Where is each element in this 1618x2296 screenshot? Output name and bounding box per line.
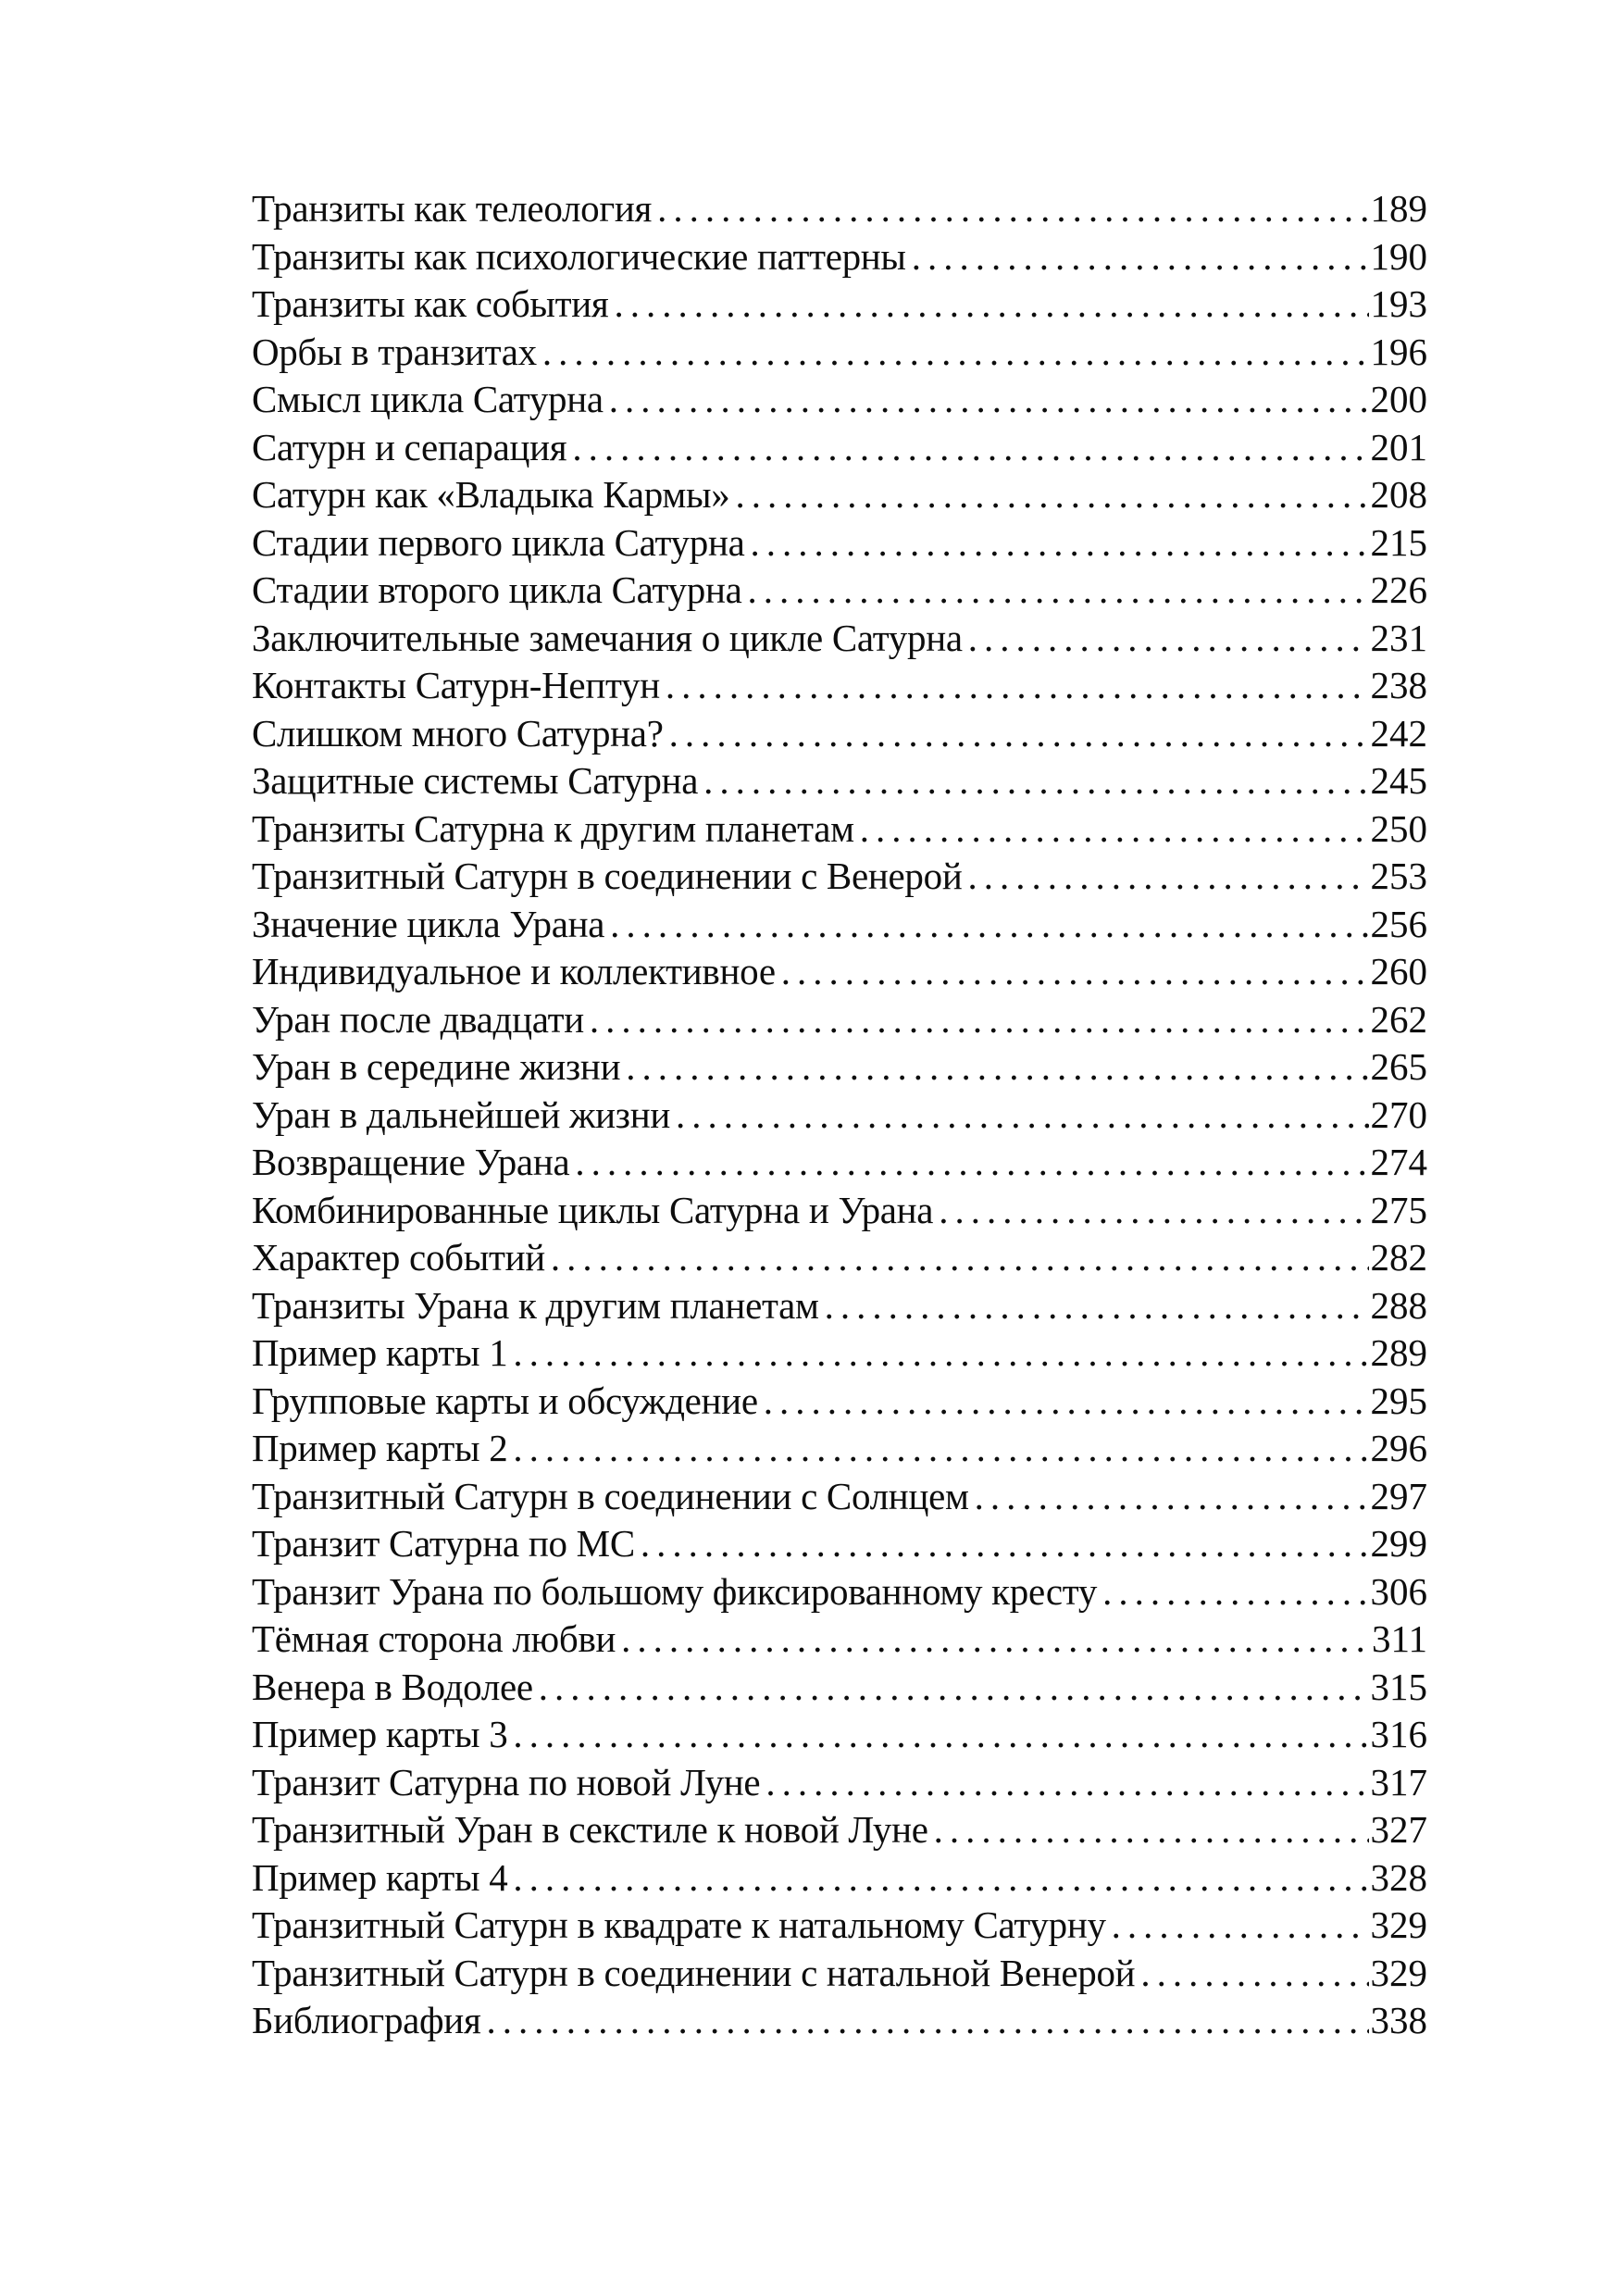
- toc-entry-title: Уран после двадцати: [252, 997, 584, 1041]
- toc-entry-page-number: 189: [1370, 187, 1427, 230]
- dot-leader: [765, 1759, 1368, 1807]
- toc-entry-title: Пример карты 3: [252, 1713, 508, 1755]
- toc-entry-title: Транзитный Сатурн в соединении с натальной Венерой: [252, 1951, 1136, 1994]
- dot-leader: [487, 1997, 1369, 2045]
- toc-entry-title: Индивидуальное и коллективное: [252, 950, 776, 992]
- toc-entry: [252, 1092, 1427, 1140]
- toc-entry-title: Тёмная сторона любви: [252, 1617, 616, 1660]
- dot-leader: [513, 1854, 1368, 1903]
- toc-entry-title: Транзиты как телеология: [252, 187, 653, 230]
- toc-entry: [252, 1711, 1427, 1759]
- dot-leader: [609, 376, 1369, 424]
- dot-leader: [610, 901, 1368, 949]
- toc-entry-page-number: 265: [1370, 1045, 1427, 1088]
- toc-entry-page-number: 253: [1370, 855, 1427, 897]
- dot-leader: [626, 1043, 1368, 1092]
- dot-leader: [1140, 1950, 1368, 1998]
- dot-leader: [539, 1664, 1369, 1712]
- dot-leader: [513, 1711, 1368, 1759]
- toc-entry: [252, 1616, 1427, 1664]
- dot-leader: [764, 1378, 1369, 1426]
- toc-entry-page-number: 201: [1370, 425, 1427, 468]
- toc-entry-page-number: 245: [1370, 759, 1427, 802]
- toc-entry: [252, 948, 1427, 996]
- dot-leader: [590, 996, 1369, 1044]
- toc-entry-page-number: 231: [1370, 616, 1427, 659]
- toc-entry-page-number: 297: [1370, 1474, 1427, 1517]
- toc-entry-title: Транзит Сатурна по MC: [252, 1522, 635, 1565]
- toc-entry: [252, 519, 1427, 568]
- toc-entry-page-number: 282: [1370, 1236, 1427, 1279]
- toc-entry-title: Транзиты как события: [252, 282, 609, 325]
- toc-entry: [252, 710, 1427, 758]
- toc-entry-page-number: 200: [1370, 378, 1427, 420]
- dot-leader: [751, 519, 1369, 568]
- dot-leader: [703, 757, 1368, 805]
- dot-leader: [912, 233, 1369, 281]
- toc-entry: [252, 757, 1427, 805]
- dot-leader: [669, 710, 1369, 758]
- toc-entry-page-number: 296: [1370, 1427, 1427, 1469]
- dot-leader: [513, 1425, 1368, 1473]
- toc-entry: [252, 1187, 1427, 1235]
- toc-entry: [252, 1806, 1427, 1854]
- table-of-contents: [252, 185, 1427, 2045]
- toc-entry-page-number: 315: [1370, 1665, 1427, 1708]
- dot-leader: [934, 1806, 1369, 1854]
- toc-entry-title: Транзит Сатурна по новой Луне: [252, 1760, 761, 1803]
- toc-entry-page-number: 328: [1370, 1855, 1427, 1899]
- toc-entry: [252, 853, 1427, 901]
- toc-entry: [252, 1139, 1427, 1187]
- toc-entry-page-number: 289: [1370, 1331, 1427, 1374]
- toc-entry: [252, 1664, 1427, 1712]
- dot-leader: [860, 805, 1369, 854]
- toc-entry-title: Венера в Водолее: [252, 1665, 533, 1708]
- toc-entry: [252, 615, 1427, 663]
- toc-entry: [252, 1043, 1427, 1092]
- toc-entry-title: Значение цикла Урана: [252, 902, 605, 945]
- toc-entry-page-number: 274: [1370, 1141, 1427, 1183]
- toc-entry: [252, 233, 1427, 281]
- toc-entry: [252, 567, 1427, 615]
- toc-entry: [252, 1282, 1427, 1330]
- toc-entry: [252, 996, 1427, 1044]
- toc-entry: [252, 471, 1427, 519]
- dot-leader: [614, 281, 1368, 329]
- toc-entry-page-number: 193: [1370, 282, 1427, 325]
- toc-entry: [252, 281, 1427, 329]
- toc-entry-title: Стадии второго цикла Сатурна: [252, 568, 742, 611]
- toc-entry: [252, 1997, 1427, 2045]
- dot-leader: [1112, 1902, 1369, 1950]
- dot-leader: [641, 1520, 1369, 1568]
- toc-entry-page-number: 242: [1370, 711, 1427, 755]
- toc-entry-title: Транзитный Уран в секстиле к новой Луне: [252, 1808, 928, 1851]
- dot-leader: [1102, 1568, 1368, 1616]
- toc-entry-title: Слишком много Сатурна?: [252, 711, 664, 755]
- toc-entry-page-number: 295: [1370, 1379, 1427, 1422]
- toc-entry-title: Транзиты Сатурна к другим планетам: [252, 806, 854, 850]
- toc-entry-title: Транзиты Урана к другим планетам: [252, 1283, 819, 1327]
- toc-entry-page-number: 316: [1370, 1713, 1427, 1755]
- toc-entry-page-number: 329: [1370, 1903, 1427, 1946]
- dot-leader: [781, 948, 1369, 996]
- dot-leader: [748, 567, 1369, 615]
- toc-entry-title: Пример карты 1: [252, 1331, 508, 1374]
- dot-leader: [513, 1329, 1368, 1378]
- toc-entry-page-number: 317: [1370, 1760, 1427, 1803]
- toc-entry-page-number: 327: [1370, 1808, 1427, 1851]
- toc-entry-page-number: 256: [1370, 902, 1427, 945]
- toc-entry-title: Уран в середине жизни: [252, 1045, 621, 1088]
- toc-entry: [252, 185, 1427, 233]
- dot-leader: [575, 1139, 1368, 1187]
- toc-entry-title: Библиография: [252, 1999, 481, 2041]
- dot-leader: [621, 1616, 1370, 1664]
- toc-entry-title: Орбы в транзитах: [252, 330, 537, 373]
- dot-leader: [967, 853, 1368, 901]
- toc-entry-title: Комбинированные циклы Сатурна и Урана: [252, 1188, 934, 1231]
- toc-entry: [252, 1473, 1427, 1521]
- toc-entry: [252, 805, 1427, 854]
- toc-entry-page-number: 288: [1370, 1283, 1427, 1327]
- toc-entry-title: Пример карты 2: [252, 1427, 508, 1469]
- toc-entry: [252, 424, 1427, 472]
- toc-entry: [252, 329, 1427, 377]
- toc-entry-title: Стадии первого цикла Сатурна: [252, 520, 745, 564]
- toc-entry: [252, 901, 1427, 949]
- toc-entry-title: Пример карты 4: [252, 1855, 508, 1899]
- toc-entry: [252, 1759, 1427, 1807]
- toc-entry-page-number: 329: [1370, 1951, 1427, 1994]
- toc-entry-title: Транзитный Сатурн в квадрате к натальному Сатурну: [252, 1903, 1106, 1946]
- toc-entry-title: Транзитный Сатурн в соединении с Солнцем: [252, 1474, 969, 1517]
- toc-entry-title: Транзитный Сатурн в соединении с Венерой: [252, 855, 963, 897]
- toc-entry-page-number: 299: [1370, 1522, 1427, 1565]
- toc-entry: [252, 1520, 1427, 1568]
- toc-entry-title: Транзит Урана по большому фиксированному кресту: [252, 1569, 1098, 1613]
- toc-entry: [252, 1378, 1427, 1426]
- toc-entry: [252, 1854, 1427, 1903]
- toc-entry-title: Групповые карты и обсуждение: [252, 1379, 758, 1422]
- toc-entry: [252, 1568, 1427, 1616]
- toc-entry-page-number: 270: [1370, 1092, 1427, 1136]
- toc-entry-title: Характер событий: [252, 1236, 545, 1279]
- toc-entry-title: Контакты Сатурн-Нептун: [252, 664, 660, 706]
- toc-entry-page-number: 226: [1370, 568, 1427, 611]
- toc-entry-title: Заключительные замечания о цикле Сатурна: [252, 616, 963, 659]
- toc-entry: [252, 1425, 1427, 1473]
- toc-entry-title: Уран в дальнейшей жизни: [252, 1092, 670, 1136]
- dot-leader: [968, 615, 1369, 663]
- toc-entry-title: Смысл цикла Сатурна: [252, 378, 604, 420]
- toc-entry: [252, 1950, 1427, 1998]
- dot-leader: [735, 471, 1368, 519]
- toc-entry-title: Сатурн и сепарация: [252, 425, 567, 468]
- toc-entry-page-number: 262: [1370, 997, 1427, 1041]
- dot-leader: [572, 424, 1368, 472]
- toc-entry-page-number: 260: [1370, 950, 1427, 992]
- toc-entry: [252, 1234, 1427, 1282]
- toc-entry-page-number: 215: [1370, 520, 1427, 564]
- dot-leader: [939, 1187, 1368, 1235]
- dot-leader: [666, 662, 1369, 710]
- dot-leader: [975, 1473, 1369, 1521]
- dot-leader: [657, 185, 1368, 233]
- toc-entry-title: Защитные системы Сатурна: [252, 759, 699, 802]
- toc-entry-page-number: 196: [1370, 330, 1427, 373]
- toc-entry: [252, 376, 1427, 424]
- toc-entry-page-number: 311: [1372, 1617, 1427, 1660]
- toc-entry: [252, 1902, 1427, 1950]
- toc-entry-title: Транзиты как психологические паттерны: [252, 234, 906, 278]
- dot-leader: [676, 1092, 1369, 1140]
- toc-entry-page-number: 208: [1370, 473, 1427, 516]
- toc-entry-page-number: 306: [1370, 1569, 1427, 1613]
- dot-leader: [551, 1234, 1369, 1282]
- toc-entry-page-number: 275: [1370, 1188, 1427, 1231]
- toc-entry-page-number: 190: [1370, 234, 1427, 278]
- dot-leader: [542, 329, 1369, 377]
- toc-entry-page-number: 338: [1370, 1999, 1427, 2041]
- toc-entry-page-number: 238: [1370, 664, 1427, 706]
- toc-entry-title: Сатурн как «Владыка Кармы»: [252, 473, 730, 516]
- toc-entry: [252, 662, 1427, 710]
- toc-entry-title: Возвращение Урана: [252, 1141, 570, 1183]
- dot-leader: [825, 1282, 1369, 1330]
- toc-entry: [252, 1329, 1427, 1378]
- toc-entry-page-number: 250: [1370, 806, 1427, 850]
